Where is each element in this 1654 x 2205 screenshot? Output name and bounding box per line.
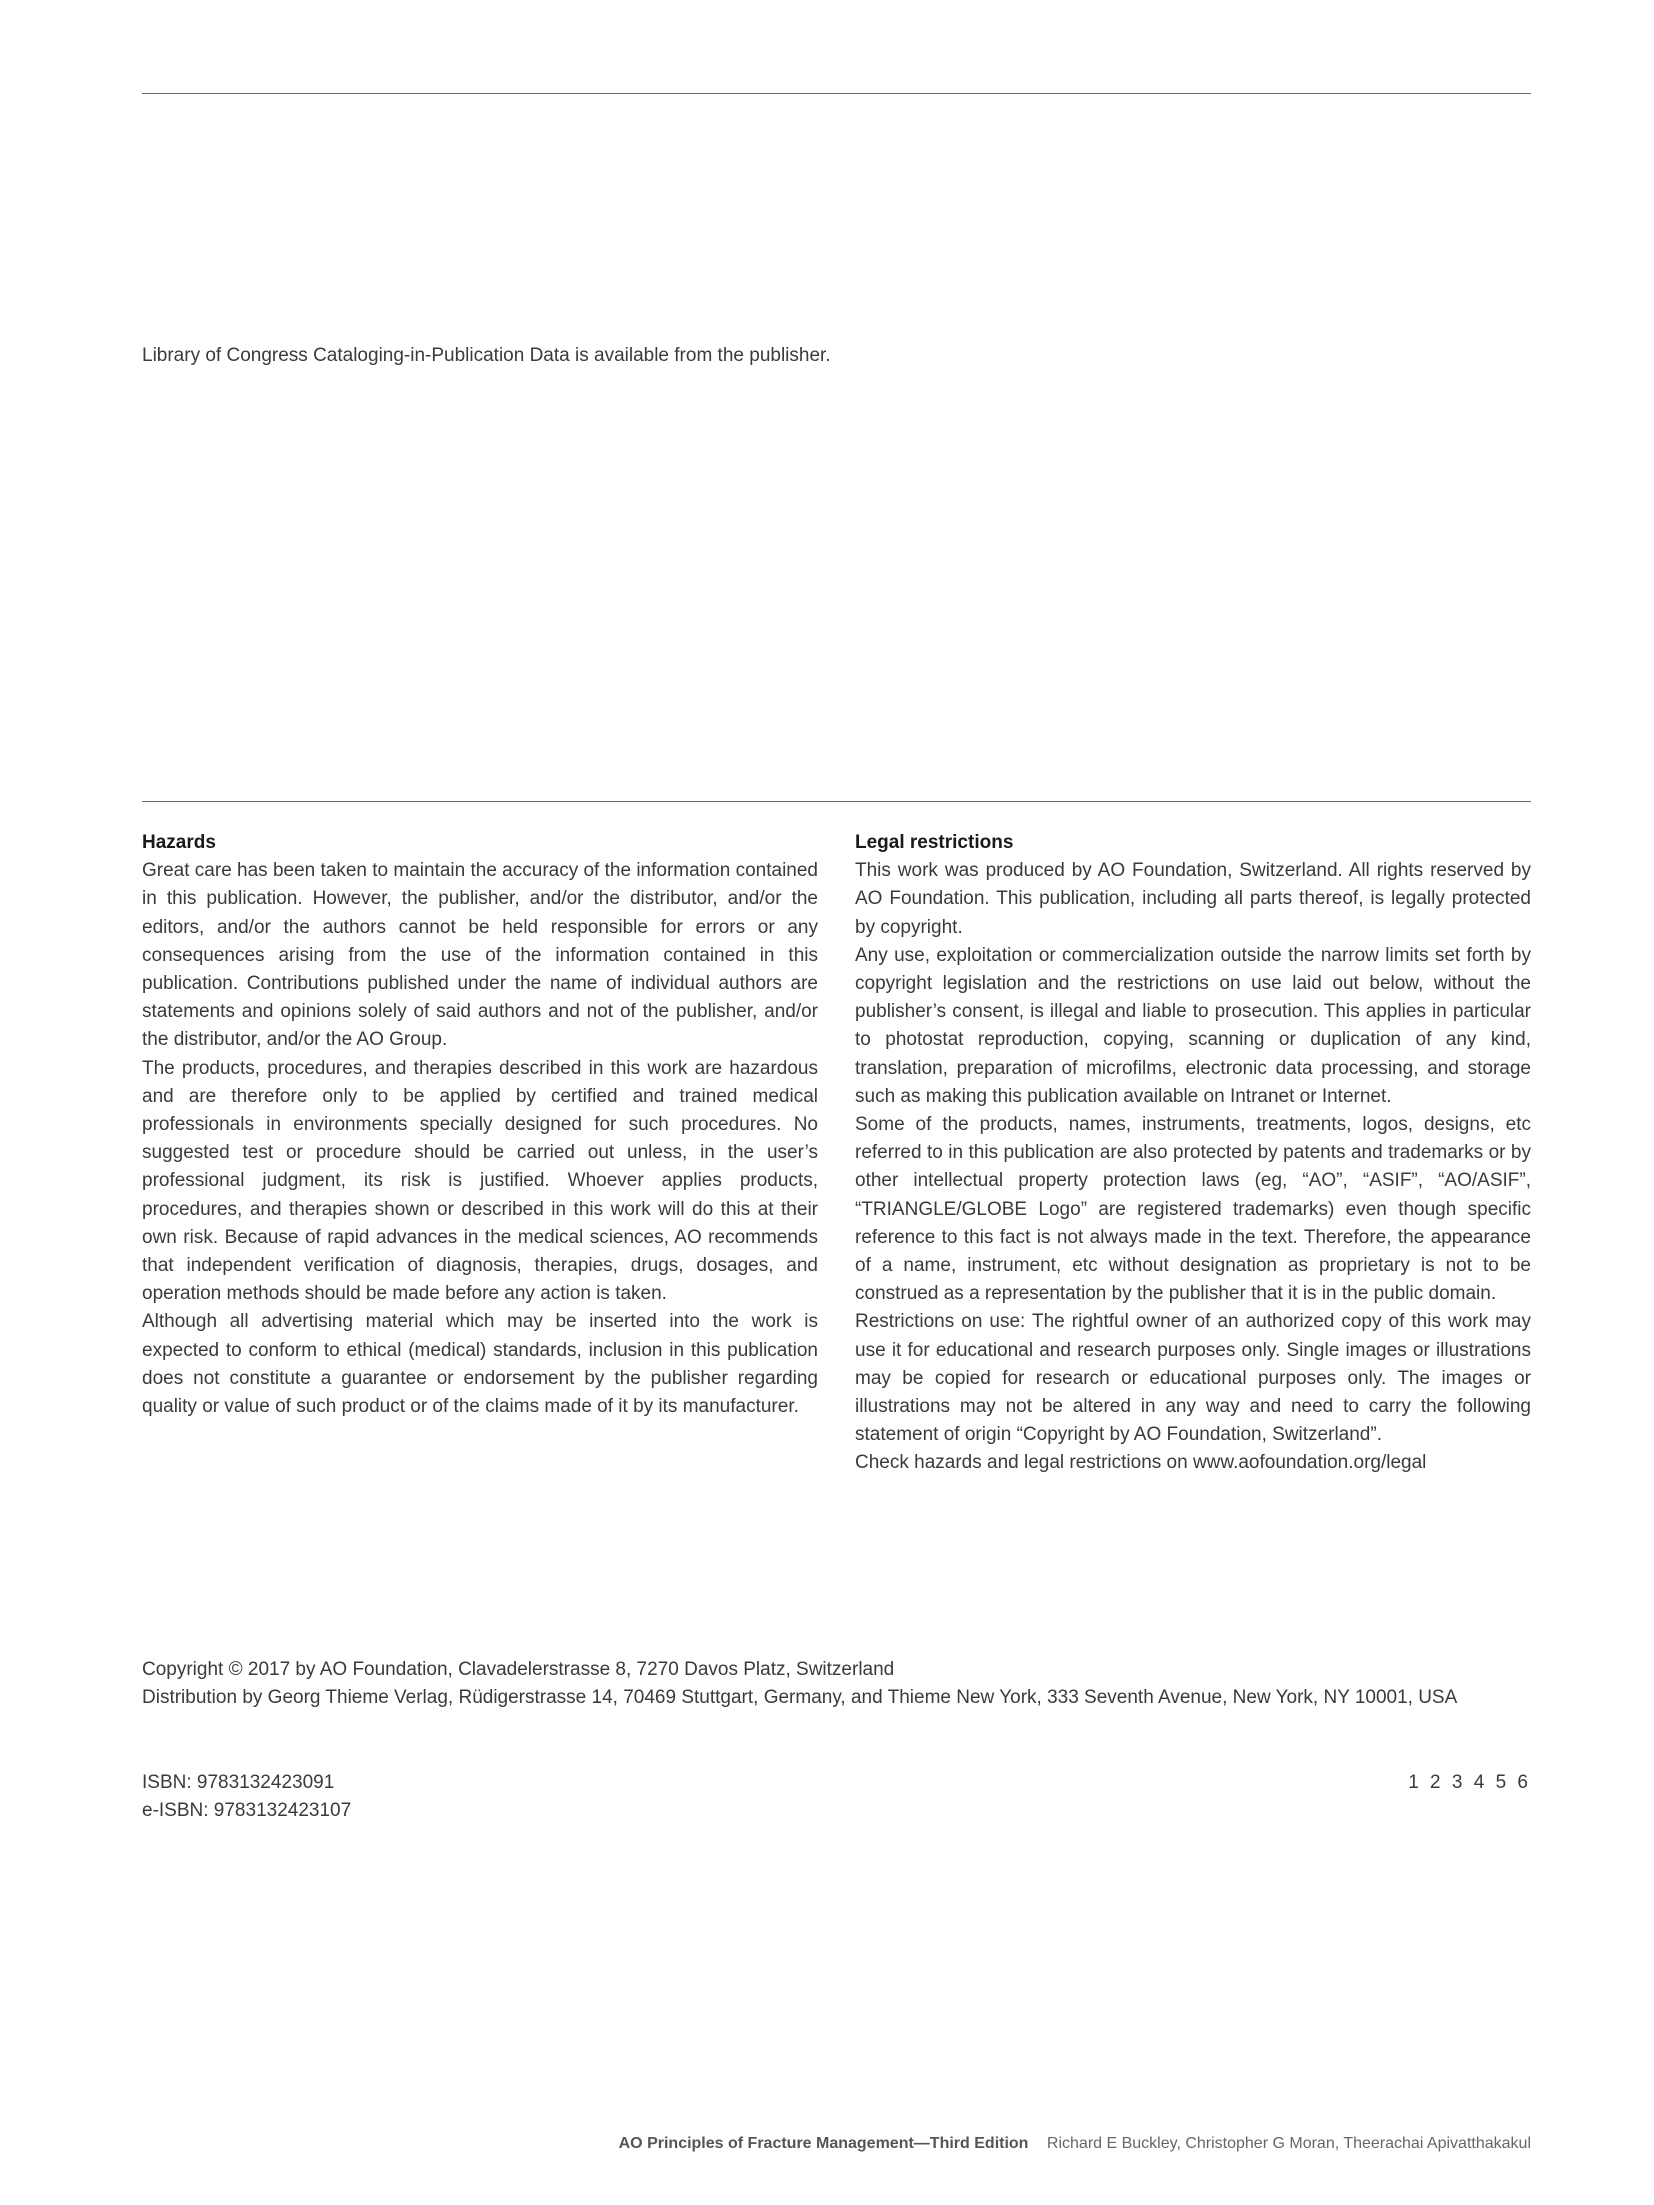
- top-divider: [142, 93, 1531, 94]
- cip-notice: Library of Congress Cataloging-in-Publication Data is available from the publisher.: [142, 345, 831, 366]
- page-footer: [619, 2133, 1531, 2155]
- footer-authors: Richard E Buckley, Christopher G Moran, Theerachai Apivatthakakul: [1046, 2135, 1531, 2152]
- distribution-line: Distribution by Georg Thieme Verlag, Rüdigerstrasse 14, 70469 Stuttgart, Germany, and Thieme New York, 333 Seventh Avenue, New York, NY 10001, USA: [142, 1687, 1458, 1708]
- copyright-block: [142, 1656, 1457, 1712]
- isbn: ISBN: 9783132423091: [142, 1772, 335, 1793]
- legal-paragraph: Any use, exploitation or commercialization outside the narrow limits set forth by copyright legislation and the restrictions on use laid out below, without the publisher’s consent, is illegal and liable to prosecution. This applies in particular to photostat reproduction, copying, scanning or duplication of any kind, translation, preparation of microfilms, electronic data processing, and storage such as making this publication available on Intranet or Internet.: [855, 944, 1531, 1107]
- legal-paragraph: Some of the products, names, instruments, treatments, logos, designs, etc referred to in this publication are also protected by patents and trademarks or by other intellectual property protection laws (eg, “AO”, “ASIF”, “AO/ASIF”, “TRIANGLE/GLOBE Logo” are registered trademarks) even though specific reference to this fact is not always made in the text. Therefore, the appearance of a name, instrument, etc without designation as proprietary is not to be construed as a representation by the publisher that it is in the public domain.: [855, 1114, 1531, 1305]
- legal-paragraph: Restrictions on use: The rightful owner of an authorized copy of this work may use it for educational and research purposes only. Single images or illustrations may be copied for research or educational purposes only. The images or illustrations may not be altered in any way and need to carry the following statement of origin “Copyright by AO Foundation, Switzerland”.: [855, 1311, 1531, 1446]
- legal-restrictions-heading: Legal restrictions: [855, 832, 1014, 853]
- legal-paragraph: Check hazards and legal restrictions on www.aofoundation.org/legal: [855, 1452, 1427, 1474]
- hazards-section: [142, 829, 818, 1421]
- section-divider: [142, 801, 1531, 802]
- hazards-paragraph: Although all advertising material which may be inserted into the work is expected to conform to ethical (medical) standards, inclusion in this publication does not constitute a guarantee or endorsement by the publisher regarding quality or value of such product or of the claims made of it by its manufacturer.: [142, 1311, 818, 1418]
- hazards-paragraph: Great care has been taken to maintain the accuracy of the information contained in this publication. However, the publisher, and/or the distributor, and/or the editors, and/or the authors cannot be held responsible for errors or any consequences arising from the use of the information contained in this publication. Contributions published under the name of individual authors are statements and opinions solely of said authors and not of the publisher, and/or the distributor, and/or the AO Group.: [142, 860, 818, 1051]
- footer-book-title: AO Principles of Fracture Management—Third Edition: [618, 2135, 1029, 2152]
- print-line: 1 2 3 4 5 6: [1408, 1772, 1531, 1793]
- legal-paragraph: This work was produced by AO Foundation, Switzerland. All rights reserved by AO Foundation. This publication, including all parts thereof, is legally protected by copyright.: [855, 860, 1531, 938]
- hazards-paragraph: The products, procedures, and therapies described in this work are hazardous and are therefore only to be applied by certified and trained medical professionals in environments specially designed for such procedures. No suggested test or procedure should be carried out unless, in the user’s professional judgment, its risk is justified. Whoever applies products, procedures, and therapies shown or described in this work will do this at their own risk. Because of rapid advances in the medical sciences, AO recommends that independent verification of diagnosis, therapies, drugs, dosages, and operation methods should be made before any action is taken.: [142, 1057, 818, 1305]
- isbn-block: [142, 1769, 351, 1825]
- legal-restrictions-section: [855, 829, 1531, 1478]
- copyright-line: Copyright © 2017 by AO Foundation, Clavadelerstrasse 8, 7270 Davos Platz, Switzerland: [142, 1659, 895, 1680]
- hazards-heading: Hazards: [142, 832, 216, 853]
- e-isbn: e-ISBN: 9783132423107: [142, 1800, 352, 1821]
